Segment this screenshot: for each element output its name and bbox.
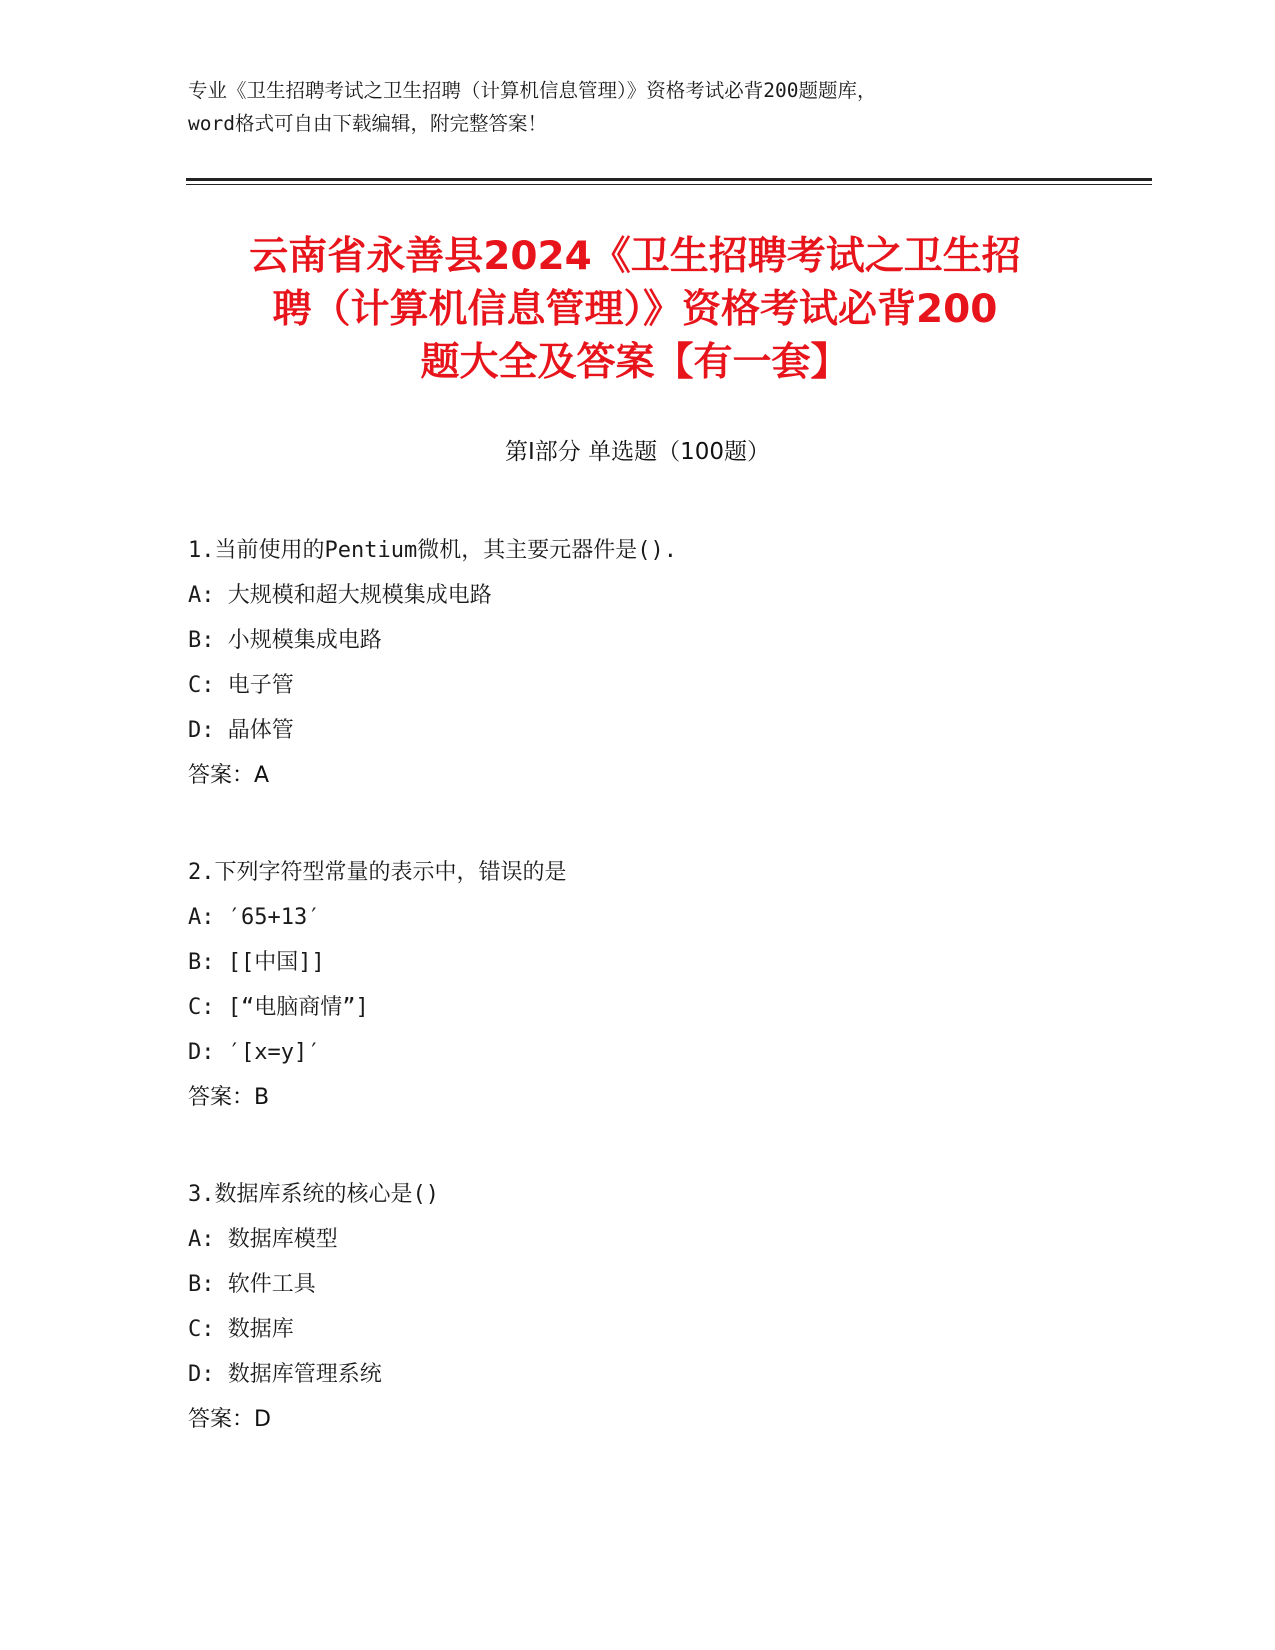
document-title-line-2: 聘（计算机信息管理）》资格考试必背200 (272, 287, 998, 332)
option-a: A: 大规模和超大规模集成电路 (188, 583, 492, 608)
option-b: B: [[中国]] (188, 950, 325, 975)
option-d: D: 数据库管理系统 (188, 1362, 382, 1387)
question-item (188, 528, 1148, 798)
option-b: B: 软件工具 (188, 1272, 316, 1297)
question-item (188, 1172, 1148, 1442)
question-stem: 1.当前使用的Pentium微机，其主要元器件是(). (188, 538, 677, 563)
option-a: A: 数据库模型 (188, 1227, 338, 1252)
document-title (150, 230, 1120, 389)
question-item (188, 850, 1148, 1120)
header-note-line-2: word格式可自由下载编辑，附完整答案！ (188, 112, 547, 135)
section-heading: 第I部分 单选题（100题） (505, 439, 770, 465)
header-divider-thin (186, 184, 1152, 185)
option-a: A: ′65+13′ (188, 905, 321, 930)
answer-line: 答案：D (188, 1407, 271, 1432)
document-title-line-3: 题大全及答案【有一套】 (420, 340, 850, 385)
answer-line: 答案：A (188, 763, 270, 788)
document-title-line-1: 云南省永善县2024《卫生招聘考试之卫生招 (249, 234, 1021, 279)
option-d: D: 晶体管 (188, 718, 294, 743)
option-c: C: 数据库 (188, 1317, 294, 1342)
option-c: C: 电子管 (188, 673, 294, 698)
option-d: D: ′[x=y]′ (188, 1040, 321, 1065)
option-b: B: 小规模集成电路 (188, 628, 382, 653)
option-c: C: [“电脑商情”] (188, 995, 369, 1020)
question-stem: 2.下列字符型常量的表示中，错误的是 (188, 860, 567, 885)
question-list (188, 528, 1148, 1494)
answer-line: 答案：B (188, 1085, 270, 1110)
header-note-line-1: 专业《卫生招聘考试之卫生招聘（计算机信息管理）》资格考试必背200题题库， (188, 79, 877, 102)
question-stem: 3.数据库系统的核心是() (188, 1182, 439, 1207)
header-divider-thick (186, 178, 1152, 181)
header-note (188, 74, 1088, 140)
